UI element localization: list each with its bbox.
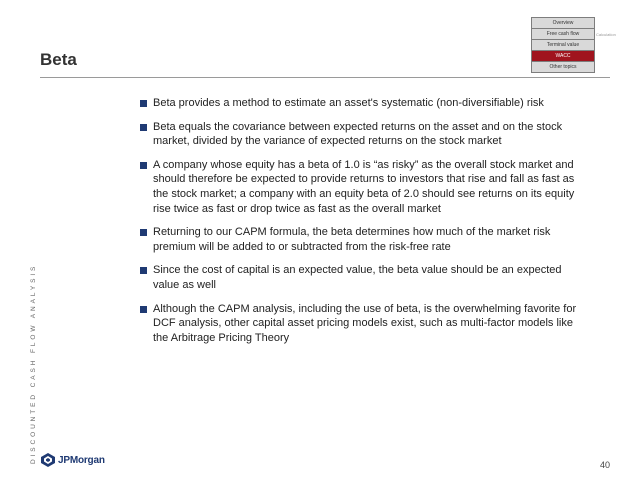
section-side-label: DISCOUNTED CASH FLOW ANALYSIS <box>30 263 37 464</box>
bullet-text: Since the cost of capital is an expected value, the beta value should be an expected value as well <box>153 264 562 291</box>
bullet-text: Although the CAPM analysis, including the use of beta, is the overwhelming favorite for DCF analysis, other capital asset pricing models exist, such as multi-factor models like the Arbitrage Pricing Theory <box>153 302 577 344</box>
bullet-text: Beta equals the covariance between expected returns on the asset and on the stock market, divided by the variance of expected returns on the stock market <box>153 120 563 148</box>
nav-item-free-cash-flow[interactable]: Free cash flow <box>532 29 594 40</box>
bullet-item <box>140 120 590 149</box>
nav-item-wacc[interactable]: WACC <box>532 51 594 62</box>
bullet-item <box>140 225 590 254</box>
logo-wordmark: JPMorgan <box>58 454 105 466</box>
bullet-text: Beta provides a method to estimate an asset's systematic (non-diversifiable) risk <box>153 97 544 109</box>
bullet-item <box>140 263 590 292</box>
bullet-text: A company whose equity has a beta of 1.0 is “as risky” as the overall stock market and should therefore be expected to provide returns to investors that rise and fall as fast as the stock market; a company with an equity beta of 2.0 should see returns on its equity rise twice as fast or drop twice as fast as the overall market <box>153 158 575 215</box>
company-logo <box>40 452 105 468</box>
nav-item-other-topics[interactable]: Other topics <box>549 64 577 70</box>
square-bullet-icon <box>140 162 147 169</box>
bullet-list <box>140 96 590 354</box>
square-bullet-icon <box>140 306 147 313</box>
square-bullet-icon <box>140 100 147 107</box>
page-number: 40 <box>599 460 610 470</box>
section-navigator <box>531 17 595 73</box>
nav-item-terminal-value[interactable]: Terminal value <box>532 40 594 51</box>
bullet-item <box>140 96 590 111</box>
page-title: Beta <box>40 50 77 69</box>
bullet-item <box>140 302 590 346</box>
navigator-side-label: Calculation <box>596 32 616 37</box>
title-divider <box>40 77 610 78</box>
bullet-text: Returning to our CAPM formula, the beta determines how much of the market risk premium will be added to or subtracted from the risk-free rate <box>153 226 551 253</box>
jpmorgan-logo-icon <box>40 452 56 468</box>
square-bullet-icon <box>140 267 147 274</box>
bullet-item <box>140 158 590 216</box>
nav-item-overview[interactable]: Overview <box>532 18 594 29</box>
square-bullet-icon <box>140 124 147 131</box>
square-bullet-icon <box>140 229 147 236</box>
